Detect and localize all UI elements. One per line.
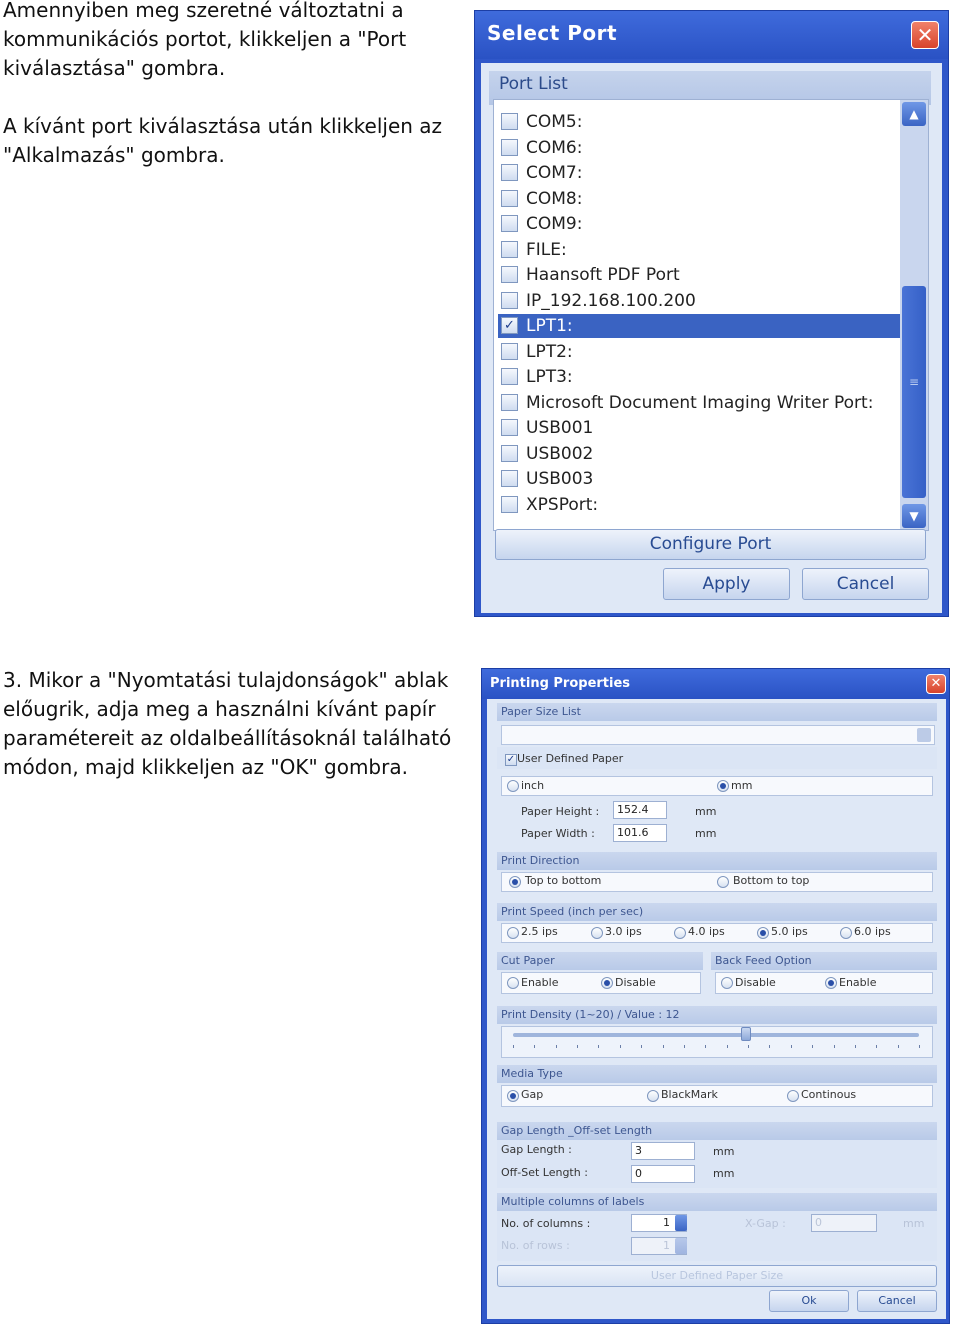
port-checkbox[interactable] [501,496,518,513]
text-line: paramétereit az oldalbeállításoknál található [3,726,452,750]
density-tick [898,1045,899,1048]
port-row[interactable] [498,110,900,134]
multiple-columns-header: Multiple columns of labels [497,1193,937,1211]
density-tick [577,1045,578,1048]
top-to-bottom-radio[interactable] [509,876,521,888]
port-label: Haansoft PDF Port [526,265,680,285]
port-checkbox[interactable]: ✓ [501,317,518,334]
text-line: Amennyiben meg szeretné változtatni a [3,0,404,22]
gap-length-label: Gap Length : [501,1143,572,1156]
port-label: LPT2: [526,341,573,362]
density-tick [705,1045,706,1048]
port-label: USB001 [526,418,594,438]
port-row[interactable] [498,391,900,415]
port-row[interactable] [498,136,900,160]
speed-2-5-label: 2.5 ips [521,925,558,938]
paper-size-select[interactable] [501,725,935,745]
cut-disable-label: Disable [615,976,656,989]
port-row[interactable] [498,187,900,211]
media-type-header: Media Type [497,1065,937,1083]
port-label: IP_192.168.100.200 [526,290,696,311]
port-checkbox[interactable] [501,343,518,360]
port-checkbox[interactable] [501,292,518,309]
back-feed-header: Back Feed Option [711,952,937,970]
x-gap-label: X-Gap : [745,1217,786,1230]
port-label: COM7: [526,163,583,183]
scroll-up-icon[interactable]: ▲ [902,102,926,126]
port-checkbox[interactable] [501,113,518,130]
port-label: USB003 [526,469,594,489]
density-tick [513,1045,514,1048]
density-tick [598,1045,599,1048]
media-continous-label: Continous [801,1088,857,1101]
text-line: 3. Mikor a "Nyomtatási tulajdonságok" ablak [3,668,449,692]
unit-mm-label: mm [731,779,753,792]
bottom-to-top-label: Bottom to top [733,874,810,887]
paper-height-input[interactable]: 152.4 [613,801,667,819]
port-label: XPSPort: [526,494,599,515]
density-slider-thumb[interactable] [741,1027,751,1041]
media-blackmark-radio[interactable] [647,1090,659,1102]
density-tick [769,1045,770,1048]
cut-disable-radio[interactable] [601,977,613,989]
density-tick [556,1045,557,1048]
unit-inch-radio[interactable] [507,780,519,792]
cancel-button[interactable]: Cancel [857,1290,937,1312]
instruction-port-change [3,0,442,170]
density-tick [727,1045,728,1048]
cancel-button[interactable]: Cancel [802,568,929,600]
port-row[interactable] [498,263,900,287]
scroll-thumb[interactable] [902,286,926,498]
close-icon[interactable]: ✕ [911,21,939,49]
paper-width-label: Paper Width : [521,827,595,840]
scroll-down-icon[interactable]: ▼ [902,504,926,528]
dialog-body [487,699,946,1319]
density-tick [919,1045,920,1048]
unit-inch-label: inch [521,779,545,792]
media-gap-radio[interactable] [507,1090,519,1102]
back-feed-disable-radio[interactable] [721,977,733,989]
x-gap-unit: mm [903,1217,925,1230]
density-tick [684,1045,685,1048]
no-rows-input[interactable]: 1 [631,1237,687,1255]
speed-5-0-radio[interactable] [757,927,769,939]
paper-height-unit: mm [695,805,717,818]
paper-height-label: Paper Height : [521,805,600,818]
port-row[interactable] [498,416,900,440]
media-continous-radio[interactable] [787,1090,799,1102]
printing-properties-dialog [481,668,950,1324]
paper-width-unit: mm [695,827,717,840]
apply-button[interactable]: Apply [663,568,790,600]
port-checkbox[interactable] [501,470,518,487]
offset-length-label: Off-Set Length : [501,1166,588,1179]
speed-6-0-radio[interactable] [840,927,852,939]
print-density-box [501,1026,933,1058]
close-icon[interactable]: ✕ [926,674,946,694]
vertical-scrollbar[interactable] [900,100,928,530]
port-checkbox[interactable] [501,139,518,156]
ok-button[interactable]: Ok [769,1290,849,1312]
text-line: kommunikációs portot, klikkeljen a "Port [3,27,407,51]
media-gap-label: Gap [521,1088,544,1101]
gap-length-unit: mm [713,1145,735,1158]
user-defined-paper-label: User Defined Paper [517,752,624,765]
speed-4-0-label: 4.0 ips [688,925,725,938]
text-line: előugrik, adja meg a használni kívánt papír [3,697,436,721]
unit-mm-radio[interactable] [717,780,729,792]
port-checkbox[interactable] [501,241,518,258]
offset-length-unit: mm [713,1167,735,1180]
port-checkbox[interactable] [501,419,518,436]
density-tick [876,1045,877,1048]
user-defined-paper-size-button[interactable]: User Defined Paper Size [497,1265,937,1287]
speed-2-5-radio[interactable] [507,927,519,939]
density-slider-track[interactable] [513,1033,919,1037]
port-row[interactable] [498,238,900,262]
density-tick [663,1045,664,1048]
offset-length-input[interactable]: 0 [631,1165,695,1183]
dropdown-icon[interactable] [917,728,931,742]
port-list-title: Port List [499,74,568,94]
density-tick [641,1045,642,1048]
port-checkbox[interactable] [501,266,518,283]
print-speed-header: Print Speed (inch per sec) [497,903,937,921]
grip-icon: ≡ [908,375,920,389]
port-row[interactable] [498,289,900,313]
speed-6-0-label: 6.0 ips [854,925,891,938]
gap-length-header: Gap Length _Off-set Length [497,1122,937,1140]
print-density-header: Print Density (1~20) / Value : 12 [497,1006,937,1024]
port-label: LPT3: [526,367,573,387]
user-defined-paper-checkbox[interactable]: ✓ [506,754,516,765]
cut-paper-header: Cut Paper [497,952,703,970]
top-to-bottom-label: Top to bottom [525,874,602,887]
back-feed-disable-label: Disable [735,976,776,989]
port-label: COM8: [526,188,583,209]
port-row[interactable] [498,212,900,236]
density-tick [812,1045,813,1048]
gap-length-input[interactable]: 3 [631,1142,695,1160]
density-tick [534,1045,535,1048]
back-feed-enable-label: Enable [839,976,877,989]
port-checkbox[interactable] [501,190,518,207]
port-row[interactable] [498,340,900,364]
back-feed-enable-radio[interactable] [825,977,837,989]
port-checkbox[interactable] [501,445,518,462]
port-row[interactable] [498,314,900,338]
speed-3-0-label: 3.0 ips [605,925,642,938]
cut-enable-radio[interactable] [507,977,519,989]
no-columns-label: No. of columns : [501,1217,591,1230]
no-columns-spinner-icon[interactable] [675,1215,687,1231]
dialog-title: Select Port [487,21,618,45]
print-direction-header: Print Direction [497,852,937,870]
instruction-print-properties [3,666,451,782]
port-row[interactable] [498,442,900,466]
dialog-title: Printing Properties [490,676,631,691]
text-line: kiválasztása" gombra. [3,56,226,80]
cut-enable-label: Enable [521,976,559,989]
density-tick [855,1045,856,1048]
density-tick [791,1045,792,1048]
port-label: LPT1: [526,316,573,336]
density-tick [748,1045,749,1048]
port-label: Microsoft Document Imaging Writer Port: [526,392,874,413]
density-tick [834,1045,835,1048]
paper-width-input[interactable]: 101.6 [613,824,667,842]
port-row[interactable] [498,467,900,491]
density-tick [620,1045,621,1048]
port-list[interactable] [493,99,929,531]
port-label: COM5: [526,112,583,132]
bottom-to-top-radio[interactable] [717,876,729,888]
x-gap-input[interactable]: 0 [811,1214,877,1232]
no-columns-input[interactable]: 1 [631,1214,687,1232]
port-checkbox[interactable] [501,368,518,385]
text-line: A kívánt port kiválasztása után klikkeljen az [3,114,443,138]
port-label: COM9: [526,214,583,234]
port-checkbox[interactable] [501,164,518,181]
port-label: FILE: [526,239,567,260]
paper-size-list-header: Paper Size List [497,703,937,721]
port-row[interactable] [498,493,900,517]
speed-3-0-radio[interactable] [591,927,603,939]
port-row[interactable] [498,365,900,389]
text-line [3,83,442,112]
no-rows-label: No. of rows : [501,1239,570,1252]
speed-5-0-label: 5.0 ips [771,925,808,938]
select-port-dialog [474,10,949,617]
port-label: COM6: [526,137,583,158]
port-checkbox[interactable] [501,394,518,411]
port-row[interactable] [498,161,900,185]
port-label: USB002 [526,443,594,464]
media-blackmark-label: BlackMark [661,1088,718,1101]
text-line: "Alkalmazás" gombra. [3,143,225,167]
speed-4-0-radio[interactable] [674,927,686,939]
port-checkbox[interactable] [501,215,518,232]
no-rows-spinner-icon[interactable] [675,1238,687,1254]
configure-port-button[interactable]: Configure Port [495,529,926,560]
text-line: módon, majd klikkeljen az "OK" gombra. [3,755,408,779]
